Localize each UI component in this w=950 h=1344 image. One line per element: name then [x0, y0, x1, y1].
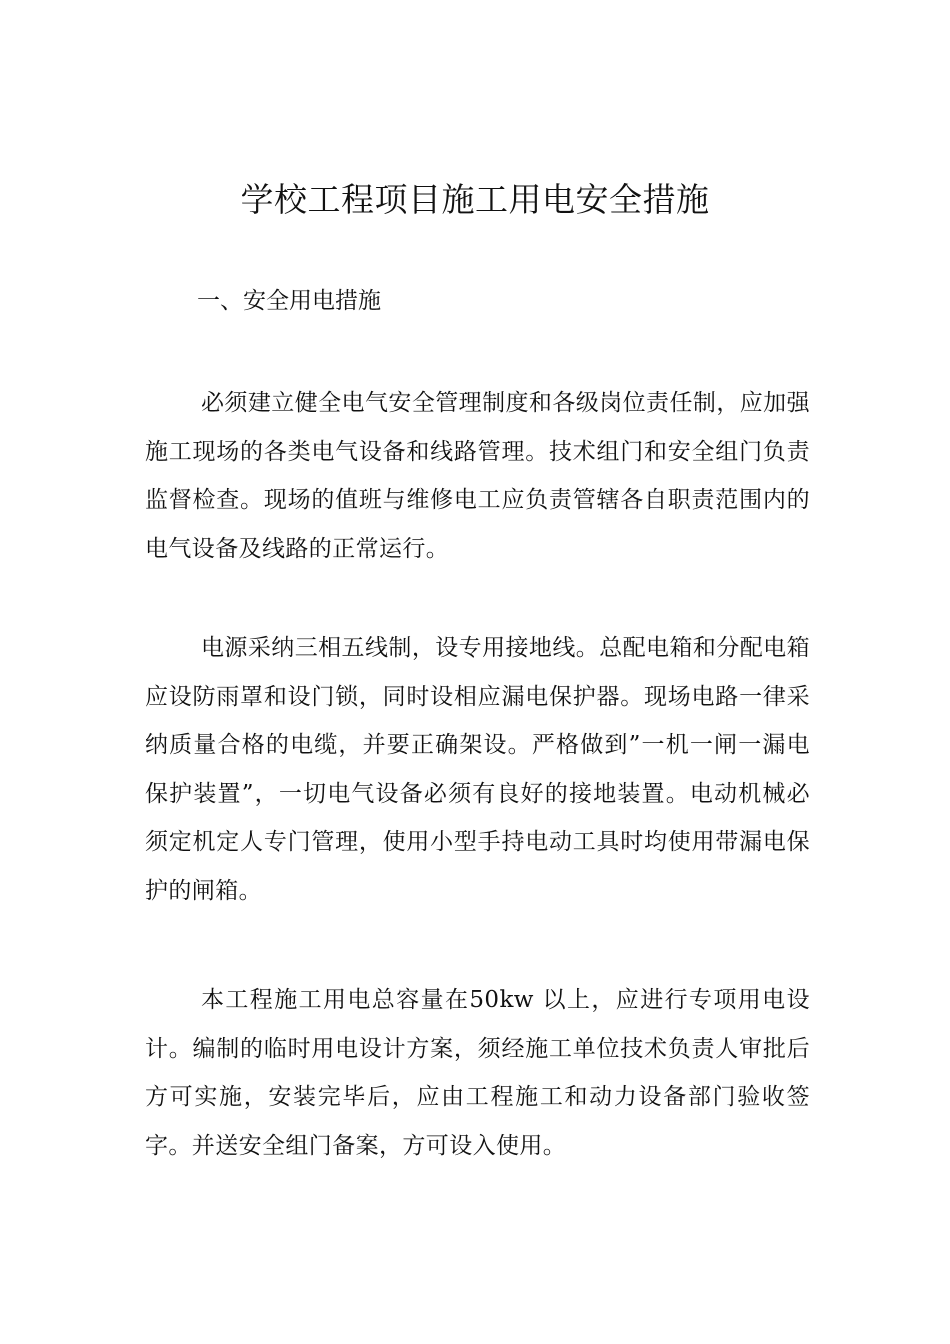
paragraph-electrical-management: 必须建立健全电气安全管理制度和各级岗位责任制，应加强施工现场的各类电气设备和线路管理。技术组门和安全组门负责监督检查。现场的值班与维修电工应负责管辖各自职责范围内的电气设备及线路的正常运行。 — [145, 390, 810, 562]
paragraph-power-design: 本工程施工用电总容量在50kw 以上，应进行专项用电设计。编制的临时用电设计方案，须经施工单位技术负责人审批后方可实施，安装完毕后，应由工程施工和动力设备部门验收签字。并送安全组门备案，方可设入使用。 — [145, 987, 810, 1159]
section-heading: 一、安全用电措施 — [197, 288, 381, 314]
document-title: 学校工程项目施工用电安全措施 — [240, 180, 710, 219]
paragraph-power-supply: 电源采纳三相五线制，设专用接地线。总配电箱和分配电箱应设防雨罩和设门锁，同时设相应漏电保护器。现场电路一律采纳质量合格的电缆，并要正确架设。严格做到”一机一闸一漏电保护装置”，一切电气设备必须有良好的接地装置。电动机械必须定机定人专门管理，使用小型手持电动工具时均使用带漏电保护的闸箱。 — [145, 635, 810, 904]
